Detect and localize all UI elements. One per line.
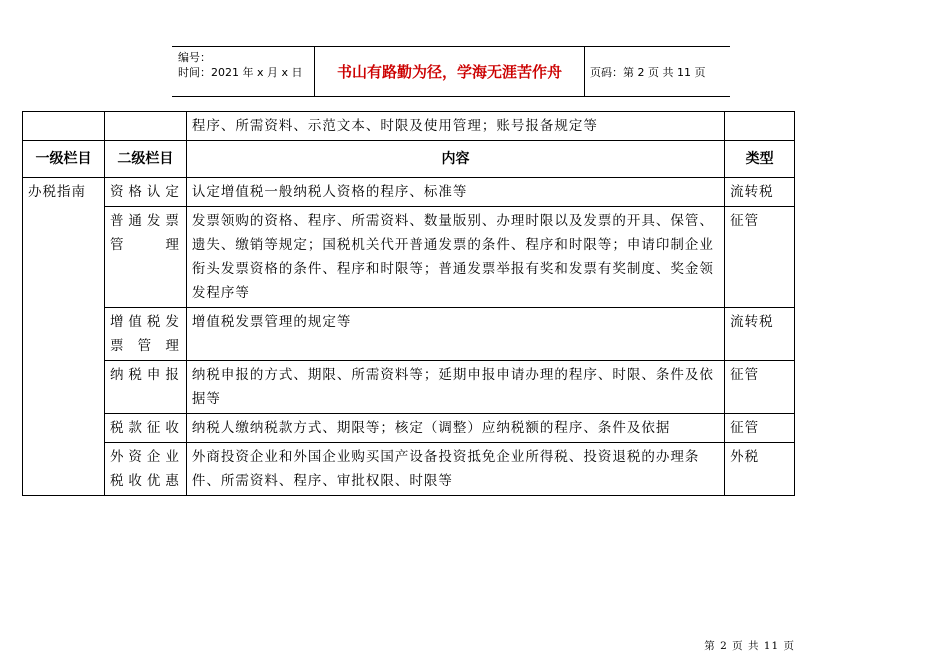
header-meta — [172, 47, 314, 96]
type-cell: 征管 — [725, 414, 795, 443]
table-row — [23, 207, 795, 308]
col-header-content: 内容 — [186, 141, 724, 178]
level2-cell: 税款征收 — [104, 414, 186, 443]
page-footer: 第 2 页 共 11 页 — [704, 640, 795, 652]
header-page-label: 页码：第 2 页 共 11 页 — [590, 65, 706, 79]
type-cell: 征管 — [725, 361, 795, 414]
carryover-row — [23, 112, 795, 141]
type-cell: 流转税 — [725, 308, 795, 361]
header-row — [23, 141, 795, 178]
header-motto: 书山有路勤为径，学海无涯苦作舟 — [314, 47, 585, 96]
level2-cell: 普通发票管理 — [104, 207, 186, 308]
level1-cell: 办税指南 — [23, 178, 105, 496]
content-cell: 纳税人缴纳税款方式、期限等；核定（调整）应纳税额的程序、条件及依据 — [186, 414, 724, 443]
content-cell: 发票领购的资格、程序、所需资料、数量版别、办理时限以及发票的开具、保管、遗失、缴销等规定；国税机关代开普通发票的条件、程序和时限等；申请印制企业衔头发票资格的条件、程序和时限等；普通发票举报有奖和发票有奖制度、奖金领发程序等 — [186, 207, 724, 308]
empty-cell — [104, 112, 186, 141]
carryover-content: 程序、所需资料、示范文本、时限及使用管理；账号报备规定等 — [186, 112, 724, 141]
type-cell: 外税 — [725, 443, 795, 496]
table-row — [23, 414, 795, 443]
type-cell: 流转税 — [725, 178, 795, 207]
content-cell: 认定增值税一般纳税人资格的程序、标准等 — [186, 178, 724, 207]
empty-cell — [725, 112, 795, 141]
type-cell: 征管 — [725, 207, 795, 308]
page-header — [172, 46, 730, 97]
empty-cell — [23, 112, 105, 141]
level2-cell: 增值税发票管理 — [104, 308, 186, 361]
table-row — [23, 178, 795, 207]
table-row — [23, 361, 795, 414]
tax-guide-table — [22, 111, 795, 496]
content-cell: 纳税申报的方式、期限、所需资料等；延期申报申请办理的程序、时限、条件及依据等 — [186, 361, 724, 414]
time-label: 时间：2021 年 x 月 x 日 — [178, 66, 303, 79]
content-cell: 增值税发票管理的规定等 — [186, 308, 724, 361]
col-header-level2: 二级栏目 — [104, 141, 186, 178]
level2-cell: 资格认定 — [104, 178, 186, 207]
table-row — [23, 308, 795, 361]
col-header-level1: 一级栏目 — [23, 141, 105, 178]
content-cell: 外商投资企业和外国企业购买国产设备投资抵免企业所得税、投资退税的办理条件、所需资料、程序、审批权限、时限等 — [186, 443, 724, 496]
number-label: 编号： — [178, 51, 211, 64]
table-row — [23, 443, 795, 496]
level2-cell: 纳税申报 — [104, 361, 186, 414]
level2-cell: 外资企业税收优惠 — [104, 443, 186, 496]
col-header-type: 类型 — [725, 141, 795, 178]
